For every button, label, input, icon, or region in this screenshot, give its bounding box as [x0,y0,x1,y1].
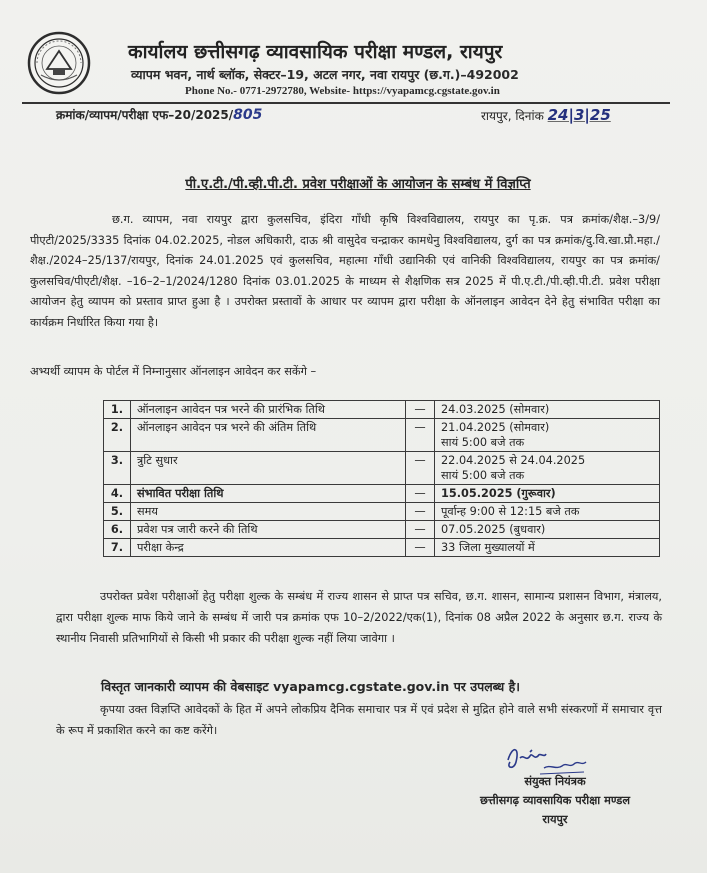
schedule-serial: 6. [104,521,131,539]
schedule-value [435,503,660,521]
schedule-dash: — [406,485,435,503]
schedule-value [435,521,660,539]
vyapam-seal-logo [27,31,91,95]
schedule-value [435,419,660,452]
office-address: व्यापम भवन, नार्थ ब्लॉक, सेक्टर–19, अटल नगर, नवा रायपुर (छ.ग.)–492002 [131,67,519,82]
schedule-serial: 3. [104,452,131,485]
schedule-row [104,485,660,503]
schedule-value [435,452,660,485]
schedule-serial: 2. [104,419,131,452]
signatory-office: छत्तीसगढ़ व्यावसायिक परीक्षा मण्डल [480,794,630,807]
schedule-serial: 7. [104,539,131,557]
instruction-line: अभ्यर्थी व्यापम के पोर्टल में निम्नानुसार ऑनलाइन आवेदन कर सकेंगे – [30,365,317,378]
schedule-dash: — [406,401,435,419]
body-paragraph-1: छ.ग. व्यापम, नवा रायपुर द्वारा कुलसचिव, इंदिरा गाँधी कृषि विश्वविद्यालय, रायपुर का पृ.क्र. पत्र क्रमांक/शैक्ष.–3/9/पीएटी/2025/3335 दिनांक 04.02.2025, नोडल अधिकारी, दाऊ श्री वासुदेव चन्द्राकर कामधेनु विश्वविद्यालय, दुर्ग का पत्र क्रमांक/दु.वि.खा.प्रौ.महा./शैक्ष./2024–25/137/रायपुर, दिनांक 24.01.2025 एवं कुलसचिव, महात्मा गाँधी उद्यानिकी एवं वानिकी विश्वविद्यालय, रायपुर का पत्र क्रमांक/कुलसचिव/पीएटी/शैक्ष. –16–2–1/2024/1280 दिनांक 03.01.2025 के माध्यम से शैक्षणिक सत्र 2025 में पी.ए.टी./पी.व्ही.पी.टी. प्रवेश परीक्षा आयोजन हेतु व्यापम को प्रस्ताव प्राप्त हुआ है । उपरोक्त प्रस्तावों के आधार पर व्यापम द्वारा परीक्षा के ऑनलाइन आवेदन देने हेतु संभावित परीक्षा का कार्यक्रम निर्धारित किया गया है। [30,213,660,329]
office-title: कार्यालय छत्तीसगढ़ व्यावसायिक परीक्षा मण्डल, रायपुर [128,41,503,63]
body-paragraph-2: उपरोक्त प्रवेश परीक्षाओं हेतु परीक्षा शुल्क के सम्बंध में राज्य शासन से प्राप्त पत्र सचिव, छ.ग. शासन, सामान्य प्रशासन विभाग, मंत्रालय, द्वारा परीक्षा शुल्क माफ किये जाने के सम्बंध में जारी पत्र क्रमांक एफ 10–2/2022/एक(1), दिनांक 08 अप्रैल 2022 के अनुसार छ.ग. राज्य के स्थानीय निवासी प्रतिभागियों से किसी भी प्रकार की परीक्षा शुल्क नहीं लिया जावेगा । [56,590,662,645]
schedule-value-main: 21.04.2025 (सोमवार) [441,421,550,434]
schedule-dash: — [406,452,435,485]
signatory-city: रायपुर [542,813,568,826]
schedule-dash: — [406,419,435,452]
schedule-value-main: 33 जिला मुख्यालयों में [441,541,535,554]
website-info-line: विस्तृत जानकारी व्यापम की वेबसाइट vyapamcg.cgstate.gov.in पर उपलब्ध है। [101,679,521,694]
body-paragraph-3: कृपया उक्त विज्ञप्ति आवेदकों के हित में अपने लोकप्रिय दैनिक समाचार पत्र में एवं प्रदेश से मुद्रित होने वाले सभी संस्करणों में समाचार वृत्त के रूप में प्रकाशित करने का कष्ट करेंगे। [56,703,662,737]
header-divider [22,102,670,104]
schedule-label: ऑनलाइन आवेदन पत्र भरने की प्रारंभिक तिथि [131,401,406,419]
schedule-value-main: पूर्वान्ह 9:00 से 12:15 बजे तक [441,505,580,518]
schedule-serial: 5. [104,503,131,521]
reference-serial: 805 [233,107,263,123]
schedule-value [435,401,660,419]
schedule-table [103,400,660,557]
schedule-serial: 4. [104,485,131,503]
reference-number [56,106,262,123]
schedule-value-main: 15.05.2025 (गुरूवार) [441,487,556,500]
signatory-designation: संयुक्त नियंत्रक [524,775,586,788]
schedule-label: ऑनलाइन आवेदन पत्र भरने की अंतिम तिथि [131,419,406,452]
schedule-label: प्रवेश पत्र जारी करने की तिथि [131,521,406,539]
schedule-value-main: 22.04.2025 से 24.04.2025 [441,454,586,467]
schedule-value-sub: सायं 5:00 बजे तक [441,469,525,482]
reference-date: 24|3|25 [547,106,611,124]
notice-subject: पी.ए.टी./पी.व्ही.पी.टी. प्रवेश परीक्षाओं के आयोजन के सम्बंध में विज्ञप्ति [185,177,531,192]
schedule-row [104,521,660,539]
schedule-row [104,539,660,557]
reference-prefix: क्रमांक/व्यापम/परीक्षा एफ–20/2025/ [56,108,234,122]
signatory-block [440,772,670,829]
schedule-label: त्रुटि सुधार [131,452,406,485]
schedule-row [104,401,660,419]
schedule-dash: — [406,521,435,539]
reference-date-block [481,106,611,124]
schedule-dash: — [406,503,435,521]
office-contact: Phone No.- 0771-2972780, Website- https://vyapamcg.cgstate.gov.in [185,85,500,97]
schedule-row [104,452,660,485]
reference-place: रायपुर, दिनांक [481,109,544,123]
schedule-value-main: 24.03.2025 (सोमवार) [441,403,550,416]
schedule-dash: — [406,539,435,557]
schedule-value-sub: सायं 5:00 बजे तक [441,436,525,449]
schedule-label: समय [131,503,406,521]
schedule-serial: 1. [104,401,131,419]
schedule-label: संभावित परीक्षा तिथि [131,485,406,503]
schedule-row [104,503,660,521]
schedule-row [104,419,660,452]
schedule-value-main: 07.05.2025 (बुधवार) [441,523,546,536]
schedule-value [435,539,660,557]
schedule-label: परीक्षा केन्द्र [131,539,406,557]
schedule-value [435,485,660,503]
